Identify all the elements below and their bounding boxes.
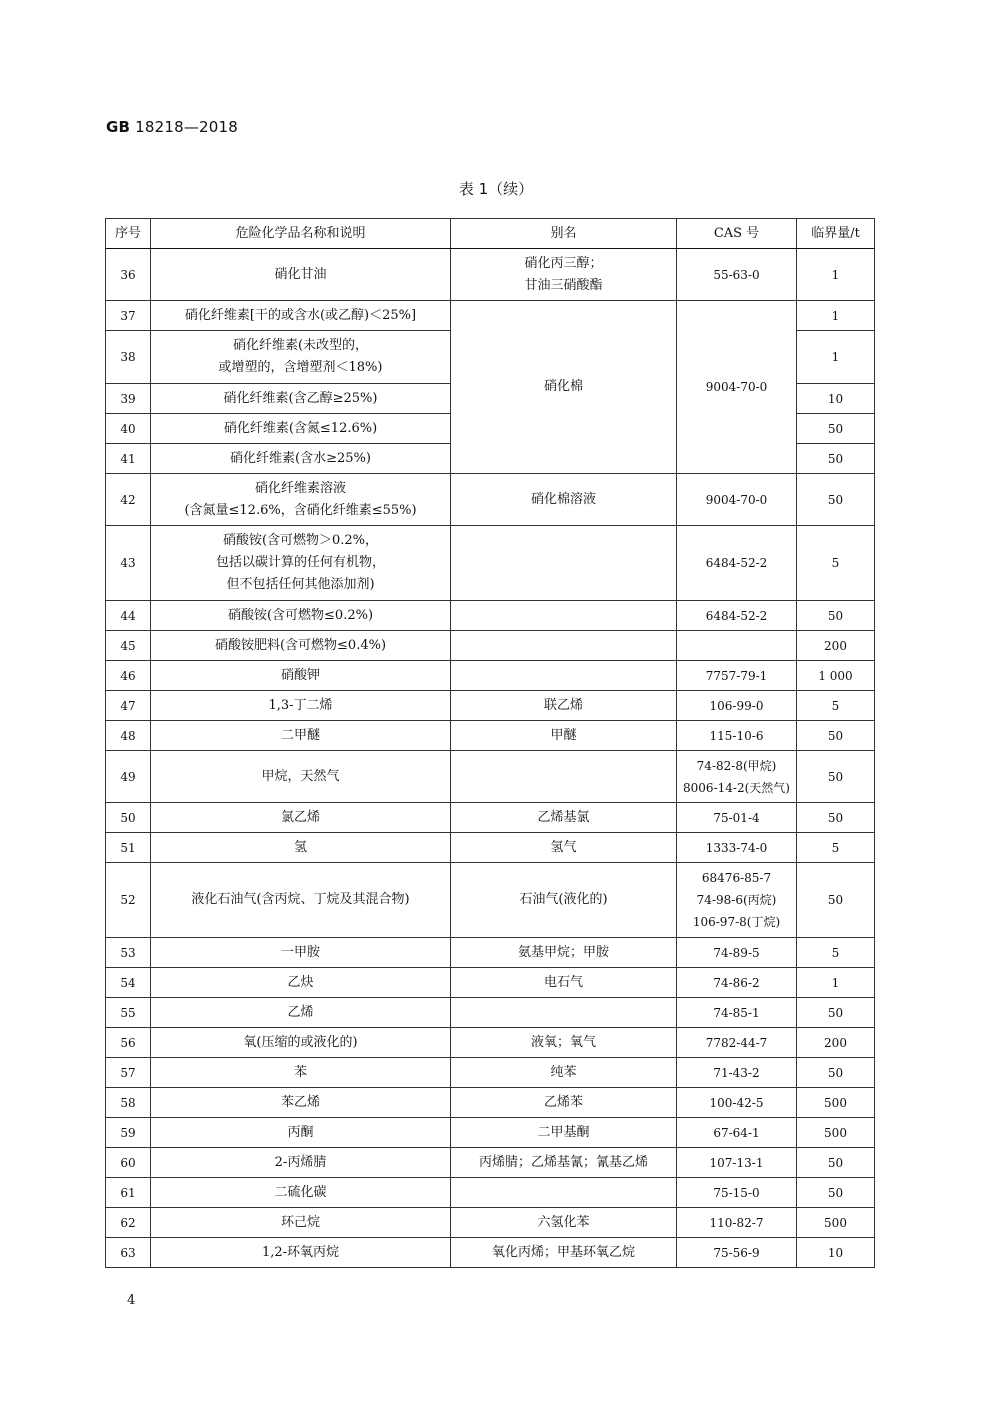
row-cas: 68476-85-7 74-98-6(丙烷) 106-97-8(丁烷) <box>677 863 797 938</box>
row-alias <box>451 661 677 691</box>
row-no: 41 <box>106 444 151 474</box>
row-no: 46 <box>106 661 151 691</box>
row-name: 硝酸钾 <box>151 661 451 691</box>
row-name: 氯乙烯 <box>151 803 451 833</box>
row-alias: 纯苯 <box>451 1058 677 1088</box>
row-name: 硝化甘油 <box>151 249 451 301</box>
table-row <box>106 1028 875 1058</box>
row-name: 环己烷 <box>151 1208 451 1238</box>
merged-cas-nitrocellulose: 9004-70-0 <box>677 301 797 474</box>
row-no: 62 <box>106 1208 151 1238</box>
row-no: 59 <box>106 1118 151 1148</box>
row-name: 硝酸铵肥料(含可燃物≤0.4%) <box>151 631 451 661</box>
row-no: 44 <box>106 601 151 631</box>
row-alias <box>451 526 677 601</box>
col-header-alias: 别名 <box>451 219 677 249</box>
row-no: 54 <box>106 968 151 998</box>
row-name: 一甲胺 <box>151 938 451 968</box>
row-qty: 50 <box>797 751 875 803</box>
row-name: 硝化纤维素(含氮≤12.6%) <box>151 414 451 444</box>
row-qty: 5 <box>797 938 875 968</box>
row-cas: 6484-52-2 <box>677 526 797 601</box>
row-alias: 乙烯基氯 <box>451 803 677 833</box>
row-qty: 50 <box>797 1148 875 1178</box>
row-qty: 5 <box>797 526 875 601</box>
row-qty: 50 <box>797 414 875 444</box>
col-header-cas: CAS 号 <box>677 219 797 249</box>
table-row <box>106 863 875 938</box>
row-cas: 74-86-2 <box>677 968 797 998</box>
row-qty: 50 <box>797 601 875 631</box>
table-header-row <box>106 219 875 249</box>
table-row <box>106 968 875 998</box>
row-no: 36 <box>106 249 151 301</box>
row-cas: 9004-70-0 <box>677 474 797 526</box>
table-row <box>106 803 875 833</box>
row-cas: 67-64-1 <box>677 1118 797 1148</box>
row-alias <box>451 601 677 631</box>
row-no: 56 <box>106 1028 151 1058</box>
row-name: 丙酮 <box>151 1118 451 1148</box>
row-qty: 1 <box>797 301 875 331</box>
table-row <box>106 249 875 301</box>
page-number: 4 <box>127 1293 136 1308</box>
row-qty: 1 000 <box>797 661 875 691</box>
row-qty: 50 <box>797 1178 875 1208</box>
row-no: 61 <box>106 1178 151 1208</box>
row-alias: 氨基甲烷；甲胺 <box>451 938 677 968</box>
hazardous-chemicals-table <box>105 218 875 1268</box>
row-no: 60 <box>106 1148 151 1178</box>
row-no: 52 <box>106 863 151 938</box>
row-name: 硝化纤维素[干的或含水(或乙醇)＜25%] <box>151 301 451 331</box>
row-no: 40 <box>106 414 151 444</box>
table-row <box>106 601 875 631</box>
table-row <box>106 998 875 1028</box>
standard-number: 18218—2018 <box>135 118 239 136</box>
row-cas <box>677 631 797 661</box>
row-qty: 500 <box>797 1208 875 1238</box>
row-cas: 115-10-6 <box>677 721 797 751</box>
row-name: 甲烷，天然气 <box>151 751 451 803</box>
table-row <box>106 1148 875 1178</box>
row-name: 硝化纤维素(含乙醇≥25%) <box>151 384 451 414</box>
table-row <box>106 301 875 331</box>
row-no: 39 <box>106 384 151 414</box>
table-row <box>106 721 875 751</box>
table-row <box>106 1058 875 1088</box>
row-no: 57 <box>106 1058 151 1088</box>
standard-header <box>106 118 238 136</box>
row-name: 2-丙烯腈 <box>151 1148 451 1178</box>
row-name: 二硫化碳 <box>151 1178 451 1208</box>
row-alias: 乙烯苯 <box>451 1088 677 1118</box>
row-qty: 10 <box>797 1238 875 1268</box>
row-no: 38 <box>106 331 151 384</box>
row-no: 49 <box>106 751 151 803</box>
row-alias: 二甲基酮 <box>451 1118 677 1148</box>
row-qty: 50 <box>797 1058 875 1088</box>
row-qty: 50 <box>797 721 875 751</box>
row-name: 硝酸铵(含可燃物≤0.2%) <box>151 601 451 631</box>
table-row <box>106 1178 875 1208</box>
table-row <box>106 526 875 601</box>
table-row <box>106 1088 875 1118</box>
table-row <box>106 1238 875 1268</box>
row-qty: 200 <box>797 631 875 661</box>
row-cas: 55-63-0 <box>677 249 797 301</box>
row-cas: 1333-74-0 <box>677 833 797 863</box>
row-qty: 10 <box>797 384 875 414</box>
row-no: 45 <box>106 631 151 661</box>
row-name: 乙烯 <box>151 998 451 1028</box>
row-cas: 74-89-5 <box>677 938 797 968</box>
row-alias: 硝化丙三醇； 甘油三硝酸酯 <box>451 249 677 301</box>
row-alias <box>451 631 677 661</box>
row-qty: 50 <box>797 863 875 938</box>
row-cas: 6484-52-2 <box>677 601 797 631</box>
table-caption: 表 1（续） <box>458 180 534 198</box>
row-cas: 7782-44-7 <box>677 1028 797 1058</box>
row-alias: 联乙烯 <box>451 691 677 721</box>
row-qty: 500 <box>797 1088 875 1118</box>
row-name: 苯 <box>151 1058 451 1088</box>
row-no: 50 <box>106 803 151 833</box>
row-name: 氢 <box>151 833 451 863</box>
row-no: 42 <box>106 474 151 526</box>
row-alias: 液氧；氧气 <box>451 1028 677 1058</box>
row-name: 二甲醚 <box>151 721 451 751</box>
row-alias: 硝化棉溶液 <box>451 474 677 526</box>
row-cas: 75-56-9 <box>677 1238 797 1268</box>
row-name: 1,2-环氧丙烷 <box>151 1238 451 1268</box>
row-alias: 电石气 <box>451 968 677 998</box>
row-qty: 50 <box>797 474 875 526</box>
row-no: 55 <box>106 998 151 1028</box>
row-alias: 丙烯腈；乙烯基氰；氰基乙烯 <box>451 1148 677 1178</box>
row-cas: 7757-79-1 <box>677 661 797 691</box>
row-qty: 1 <box>797 968 875 998</box>
table-row <box>106 1208 875 1238</box>
row-name: 液化石油气(含丙烷、丁烷及其混合物) <box>151 863 451 938</box>
row-name: 乙炔 <box>151 968 451 998</box>
row-name: 氧(压缩的或液化的) <box>151 1028 451 1058</box>
row-name: 硝酸铵(含可燃物＞0.2%， 包括以碳计算的任何有机物， 但不包括任何其他添加剂) <box>151 526 451 601</box>
col-header-name: 危险化学品名称和说明 <box>151 219 451 249</box>
row-alias: 氧化丙烯；甲基环氧乙烷 <box>451 1238 677 1268</box>
row-no: 58 <box>106 1088 151 1118</box>
row-qty: 50 <box>797 444 875 474</box>
row-name: 苯乙烯 <box>151 1088 451 1118</box>
row-no: 37 <box>106 301 151 331</box>
row-alias: 六氢化苯 <box>451 1208 677 1238</box>
table-row <box>106 751 875 803</box>
row-name: 1,3-丁二烯 <box>151 691 451 721</box>
row-cas: 100-42-5 <box>677 1088 797 1118</box>
row-name: 硝化纤维素(含水≥25%) <box>151 444 451 474</box>
row-cas: 110-82-7 <box>677 1208 797 1238</box>
row-alias <box>451 998 677 1028</box>
row-qty: 1 <box>797 331 875 384</box>
row-no: 51 <box>106 833 151 863</box>
row-qty: 50 <box>797 998 875 1028</box>
row-alias: 甲醚 <box>451 721 677 751</box>
row-cas: 71-43-2 <box>677 1058 797 1088</box>
row-alias: 氢气 <box>451 833 677 863</box>
table-row <box>106 661 875 691</box>
row-name: 硝化纤维素(未改型的， 或增塑的，含增塑剂＜18%) <box>151 331 451 384</box>
row-cas: 106-99-0 <box>677 691 797 721</box>
table-row <box>106 1118 875 1148</box>
row-alias <box>451 1178 677 1208</box>
col-header-no: 序号 <box>106 219 151 249</box>
table-row <box>106 631 875 661</box>
row-cas: 74-85-1 <box>677 998 797 1028</box>
row-no: 48 <box>106 721 151 751</box>
table-row <box>106 691 875 721</box>
row-cas: 74-82-8(甲烷) 8006-14-2(天然气) <box>677 751 797 803</box>
merged-alias-nitrocellulose: 硝化棉 <box>451 301 677 474</box>
row-name: 硝化纤维素溶液 (含氮量≤12.6%，含硝化纤维素≤55%) <box>151 474 451 526</box>
row-no: 47 <box>106 691 151 721</box>
row-no: 63 <box>106 1238 151 1268</box>
row-no: 53 <box>106 938 151 968</box>
row-alias: 石油气(液化的) <box>451 863 677 938</box>
standard-prefix: GB <box>106 118 131 136</box>
table-row <box>106 833 875 863</box>
row-qty: 5 <box>797 833 875 863</box>
table-row <box>106 938 875 968</box>
col-header-qty: 临界量/t <box>797 219 875 249</box>
row-alias <box>451 751 677 803</box>
row-qty: 50 <box>797 803 875 833</box>
row-qty: 5 <box>797 691 875 721</box>
row-cas: 107-13-1 <box>677 1148 797 1178</box>
row-qty: 1 <box>797 249 875 301</box>
row-no: 43 <box>106 526 151 601</box>
row-cas: 75-01-4 <box>677 803 797 833</box>
row-qty: 200 <box>797 1028 875 1058</box>
table-row <box>106 474 875 526</box>
row-qty: 500 <box>797 1118 875 1148</box>
row-cas: 75-15-0 <box>677 1178 797 1208</box>
